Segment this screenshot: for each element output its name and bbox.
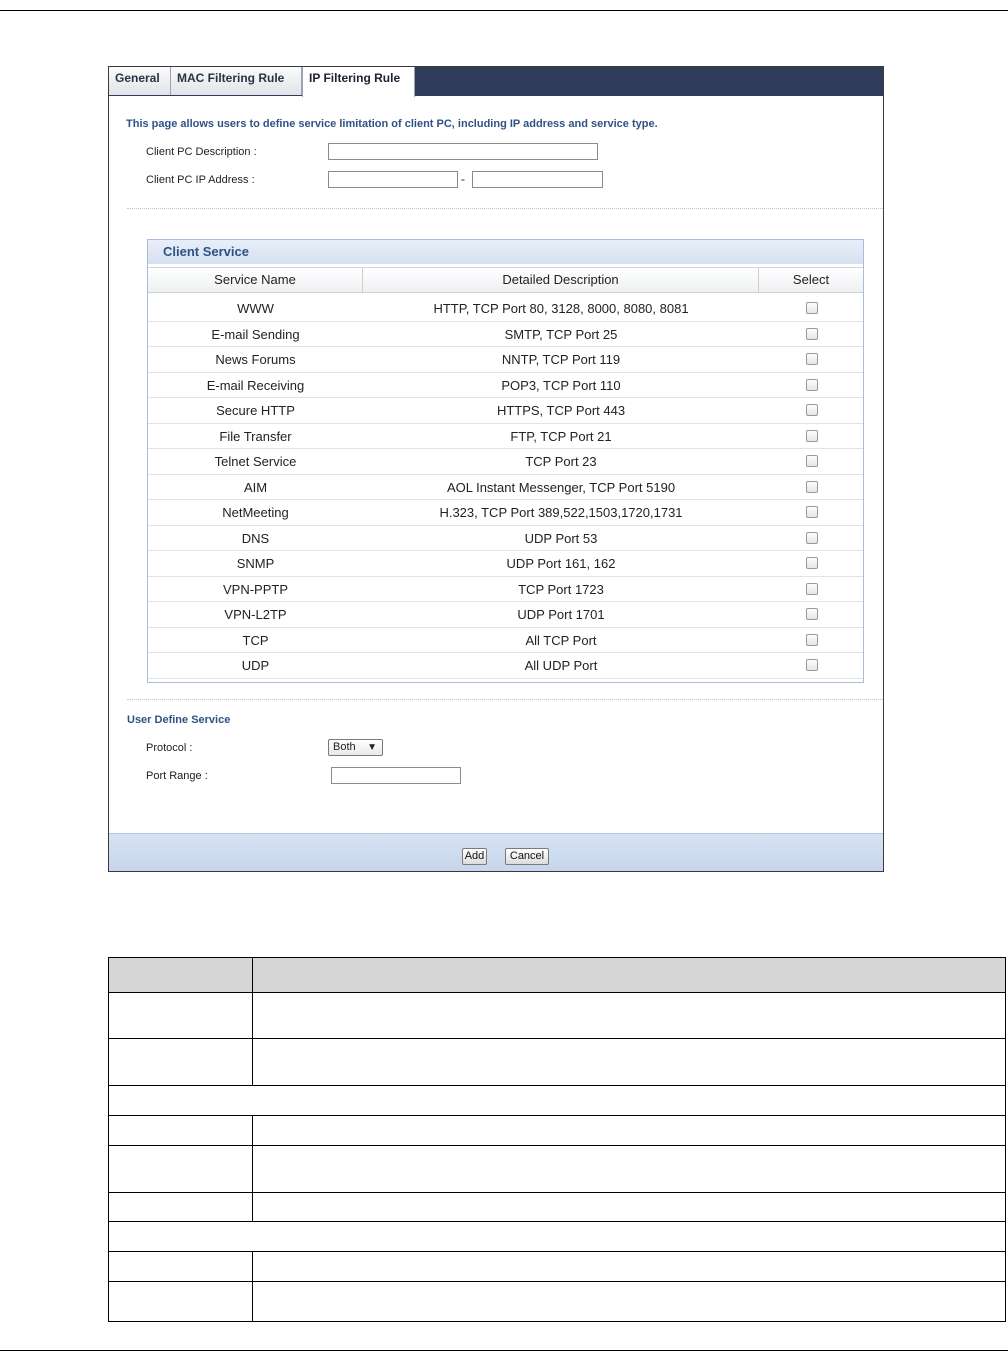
service-name: E-mail Sending (211, 326, 300, 342)
service-select-checkbox[interactable] (806, 557, 818, 569)
service-select-checkbox[interactable] (806, 532, 818, 544)
service-name: AIM (243, 479, 268, 495)
field-description-table (108, 957, 1006, 1322)
page-top-rule (0, 10, 1008, 11)
service-select-checkbox[interactable] (806, 379, 818, 391)
client-service-header (148, 267, 863, 293)
service-name: VPN-PPTP (222, 581, 288, 597)
service-select-checkbox[interactable] (806, 506, 818, 518)
service-description: SMTP, TCP Port 25 (504, 326, 618, 342)
service-name: DNS (241, 530, 270, 546)
table-row (109, 1116, 1005, 1146)
cancel-button[interactable]: Cancel (505, 848, 549, 865)
service-select-checkbox[interactable] (806, 634, 818, 646)
service-name: WWW (237, 301, 274, 316)
table-row (109, 1222, 1005, 1252)
service-description: POP3, TCP Port 110 (501, 377, 621, 393)
table-row (148, 424, 863, 450)
table-row (109, 1146, 1005, 1193)
service-select-checkbox[interactable] (806, 455, 818, 467)
service-description: HTTPS, TCP Port 443 (496, 403, 626, 418)
service-name: NetMeeting (222, 505, 289, 520)
table-row (148, 449, 863, 475)
dropdown-arrow-icon: ▼ (367, 742, 377, 753)
intro-text: This page allows users to define service limitation of client PC, including IP address and service type. (126, 118, 658, 130)
service-name: Telnet Service (214, 454, 297, 469)
table-row (109, 1039, 1005, 1086)
section-divider (127, 699, 883, 700)
service-description: H.323, TCP Port 389,522,1503,1720,1731 (439, 505, 683, 520)
protocol-selected-value: Both (333, 741, 356, 753)
table-row (109, 1252, 1005, 1282)
button-bar (109, 833, 883, 872)
table-row (148, 500, 863, 526)
table-row (148, 526, 863, 552)
client-pc-description-input[interactable] (328, 143, 598, 160)
table-row (148, 398, 863, 424)
service-select-checkbox[interactable] (806, 481, 818, 493)
header-detailed-description: Detailed Description (363, 268, 759, 292)
table-row (148, 551, 863, 577)
table-header-row (109, 958, 1005, 993)
service-select-checkbox[interactable] (806, 404, 818, 416)
table-row (148, 296, 863, 322)
table-row (148, 475, 863, 501)
table-row (109, 1282, 1005, 1321)
user-define-service-title: User Define Service (127, 714, 231, 726)
service-description: NNTP, TCP Port 119 (501, 352, 621, 367)
ip-start-input[interactable] (328, 171, 458, 188)
port-range-label: Port Range : (146, 770, 208, 782)
service-description: FTP, TCP Port 21 (510, 428, 612, 444)
service-name: VPN-L2TP (224, 607, 287, 622)
table-row (148, 628, 863, 654)
service-select-checkbox[interactable] (806, 302, 818, 314)
service-select-checkbox[interactable] (806, 328, 818, 340)
client-pc-ip-label: Client PC IP Address : (146, 174, 255, 186)
ip-filtering-panel (108, 66, 884, 872)
table-row (109, 1193, 1005, 1222)
service-description: TCP Port 1723 (518, 581, 604, 597)
header-select: Select (792, 272, 830, 287)
service-name: News Forums (215, 352, 296, 367)
service-select-checkbox[interactable] (806, 353, 818, 365)
tab-mac-filtering-rule[interactable]: MAC Filtering Rule (171, 67, 302, 95)
service-name: File Transfer (219, 428, 292, 444)
header-service-name: Service Name (148, 268, 363, 292)
client-service-fieldset (147, 239, 864, 683)
ip-end-input[interactable] (472, 171, 603, 188)
table-row (148, 602, 863, 628)
tab-general[interactable]: General (109, 67, 171, 95)
service-select-checkbox[interactable] (806, 659, 818, 671)
table-row (148, 653, 863, 679)
service-description: All TCP Port (525, 632, 597, 648)
table-row (148, 347, 863, 373)
ip-range-separator: - (461, 172, 465, 186)
service-name: E-mail Receiving (206, 377, 305, 393)
service-description: UDP Port 161, 162 (506, 556, 616, 571)
table-row (109, 993, 1005, 1039)
table-row (148, 322, 863, 348)
service-description: All UDP Port (524, 658, 598, 673)
service-description: HTTP, TCP Port 80, 3128, 8000, 8080, 8081 (433, 301, 689, 316)
service-description: TCP Port 23 (525, 454, 597, 469)
service-select-checkbox[interactable] (806, 583, 818, 595)
table-row (148, 577, 863, 603)
table-row (109, 1086, 1005, 1116)
service-description: UDP Port 1701 (517, 607, 605, 622)
service-select-checkbox[interactable] (806, 430, 818, 442)
service-description: UDP Port 53 (524, 530, 598, 546)
service-name: TCP (242, 632, 269, 648)
protocol-select[interactable] (328, 739, 383, 756)
service-name: SNMP (236, 556, 275, 571)
service-select-checkbox[interactable] (806, 608, 818, 620)
page-bottom-rule (0, 1350, 1008, 1351)
service-description: AOL Instant Messenger, TCP Port 5190 (446, 479, 676, 495)
client-pc-description-label: Client PC Description : (146, 146, 257, 158)
table-row (148, 373, 863, 399)
port-range-input[interactable] (331, 767, 461, 784)
service-name: Secure HTTP (216, 403, 295, 418)
service-name: UDP (241, 658, 270, 673)
section-divider (127, 208, 883, 209)
protocol-label: Protocol : (146, 742, 193, 754)
tab-ip-filtering-rule[interactable]: IP Filtering Rule (302, 67, 415, 97)
client-service-title: Client Service (148, 240, 863, 264)
tab-bar (109, 67, 883, 96)
add-button[interactable]: Add (462, 848, 487, 865)
